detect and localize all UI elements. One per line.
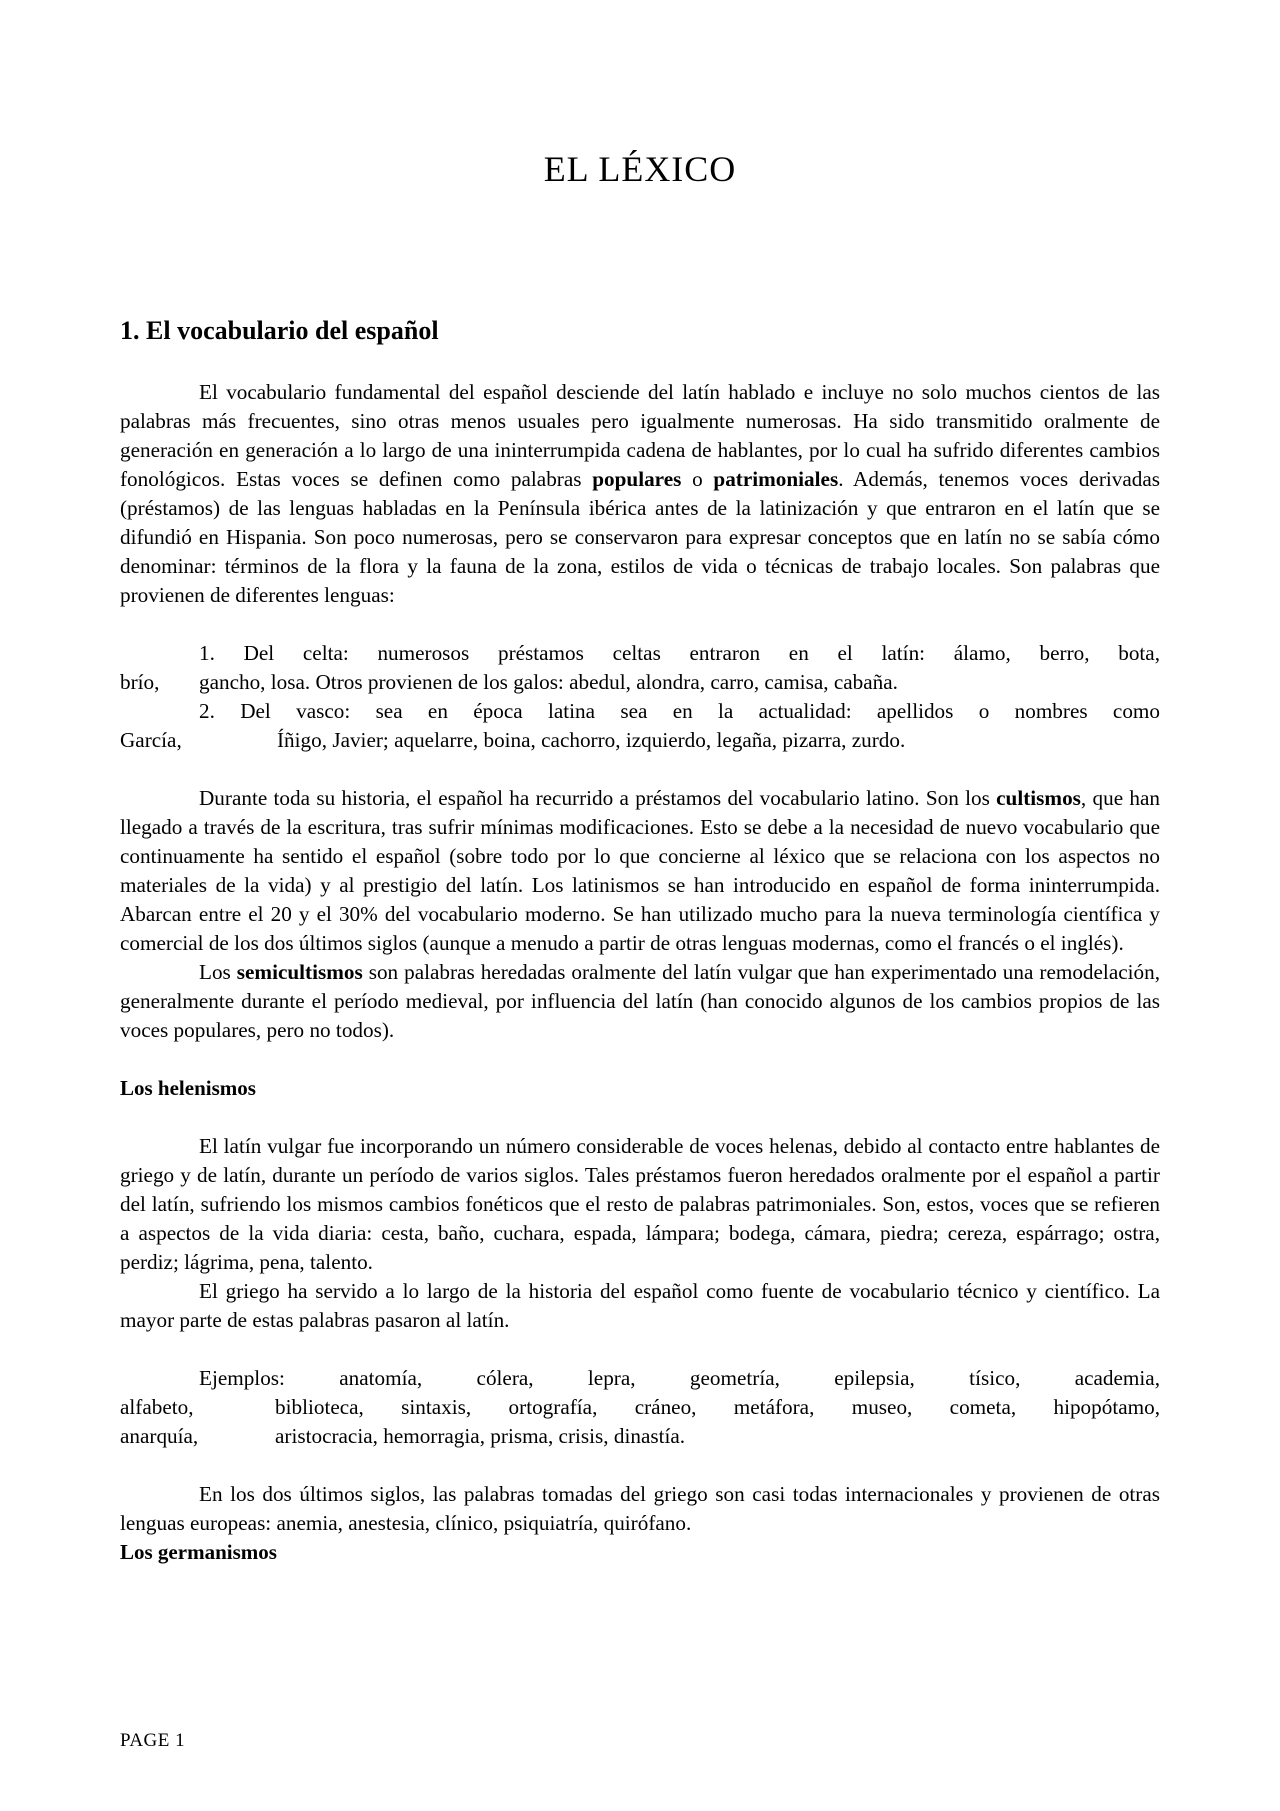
examples-lead: Ejemplos: anatomía, cólera, lepra, geometría, epilepsia, tísico, academia,	[199, 1366, 1160, 1390]
body-text	[120, 378, 1160, 1567]
paragraph-semicultismos	[120, 958, 1160, 1045]
subheading-germanismos: Los germanismos	[120, 1540, 277, 1564]
list-item-lead: 2. Del vasco: sea en época latina sea en la actualidad: apellidos o nombres como	[199, 699, 1160, 723]
bold-term-patrimoniales: patrimoniales	[713, 467, 839, 491]
spacer	[120, 1335, 1160, 1364]
list-item-rest: gancho, losa. Otros provienen de los galos: abedul, alondra, carro, camisa, cabaña.	[199, 670, 898, 694]
list-item-continuation	[120, 726, 1160, 755]
spacer	[120, 1103, 1160, 1132]
examples-rest: biblioteca, sintaxis, ortografía, cráneo, metáfora, museo, cometa, hipopótamo,	[275, 1395, 1160, 1419]
spacer	[120, 610, 1160, 639]
list-item-word: brío,	[120, 670, 160, 694]
examples-line	[120, 1422, 1160, 1451]
list-item-celta	[120, 639, 1160, 697]
text-run: Durante toda su historia, el español ha recurrido a préstamos del vocabulario latino. Son los	[199, 786, 997, 810]
bold-term-cultismos: cultismos	[996, 786, 1081, 810]
page-title: EL LÉXICO	[543, 149, 737, 189]
list-item-lead: 1. Del celta: numerosos préstamos celtas entraron en el latín: álamo, berro, bota,	[199, 641, 1160, 665]
text-run: El vocabulario fundamental del español desciende del latín hablado e incluye no solo muchos cientos de las palabras más frecuentes, sino otras menos usuales pero igualmente numerosas. Ha sido transmitido oralmente de generación en generación a lo largo de una ininterrumpida cadena de hablantes, por lo cual ha sufrido diferentes cambios fonológicos. Estas voces se definen como palabras	[120, 380, 1160, 491]
paragraph-cultismos	[120, 784, 1160, 958]
text-run: son palabras heredadas oralmente del latín vulgar que han experimentado una remodelación, generalmente durante el período medieval, por influencia del latín (han conocido algunos de los cambios propios de las voces populares, pero no todos).	[120, 960, 1160, 1042]
paragraph-vocabulario	[120, 378, 1160, 610]
spacer	[120, 1451, 1160, 1480]
list-item-rest: Íñigo, Javier; aquelarre, boina, cachorro, izquierdo, legaña, pizarra, zurdo.	[277, 728, 906, 752]
paragraph-griego: El griego ha servido a lo largo de la historia del español como fuente de vocabulario técnico y científico. La mayor parte de estas palabras pasaron al latín.	[120, 1279, 1160, 1332]
examples-word: anarquía,	[120, 1424, 199, 1448]
section-heading: 1. El vocabulario del español	[120, 316, 439, 345]
page-number-footer: PAGE 1	[120, 1730, 186, 1751]
text-run: , que han llegado a través de la escritura, tras sufrir mínimas modificaciones. Esto se debe a la necesidad de nuevo vocabulario que continuamente ha sentido el español (sobre todo por lo que concierne al léxico que se relaciona con los aspectos no materiales de la vida) y al prestigio del latín. Los latinismos se han introducido en español de forma ininterrumpida. Abarcan entre el 20 y el 30% del vocabulario moderno. Se han utilizado mucho para la nueva terminología científica y comercial de los dos últimos siglos (aunque a menudo a partir de otras lenguas modernas, como el francés o el inglés).	[120, 786, 1161, 955]
spacer	[120, 1045, 1160, 1074]
examples-block	[120, 1364, 1160, 1451]
text-run: . Además, tenemos voces derivadas (préstamos) de las lenguas habladas en la Península ibérica antes de la latinización y que entraron en el latín que se difundió en Hispania. Son poco numerosas, pero se conservaron para expresar conceptos que en latín no se sabía cómo denominar: términos de la flora y la fauna de la zona, estilos de vida o técnicas de trabajo locales. Son palabras que provienen de diferentes lenguas:	[120, 467, 1160, 607]
list-item-continuation	[120, 668, 1160, 697]
subheading-helenismos: Los helenismos	[120, 1076, 256, 1100]
spacer	[120, 755, 1160, 784]
bold-term-semicultismos: semicultismos	[236, 960, 363, 984]
examples-line	[120, 1393, 1160, 1422]
examples-rest: aristocracia, hemorragia, prisma, crisis, dinastía.	[275, 1424, 686, 1448]
list-item-vasco	[120, 697, 1160, 755]
bold-term-populares: populares	[592, 467, 682, 491]
paragraph-helenismos: El latín vulgar fue incorporando un número considerable de voces helenas, debido al contacto entre hablantes de griego y de latín, durante un período de varios siglos. Tales préstamos fueron heredados oralmente por el español a partir del latín, sufriendo los mismos cambios fonéticos que el resto de palabras patrimoniales. Son, estos, voces que se refieren a aspectos de la vida diaria: cesta, baño, cuchara, espada, lámpara; bodega, cámara, piedra; cereza, espárrago; ostra, perdiz; lágrima, pena, talento.	[120, 1134, 1160, 1274]
text-run: o	[681, 467, 714, 491]
examples-word: alfabeto,	[120, 1395, 194, 1419]
paragraph-internacionales: En los dos últimos siglos, las palabras tomadas del griego son casi todas internacionales y provienen de otras lenguas europeas: anemia, anestesia, clínico, psiquiatría, quirófano.	[120, 1482, 1160, 1535]
list-item-word: García,	[120, 728, 182, 752]
text-run: Los	[199, 960, 237, 984]
